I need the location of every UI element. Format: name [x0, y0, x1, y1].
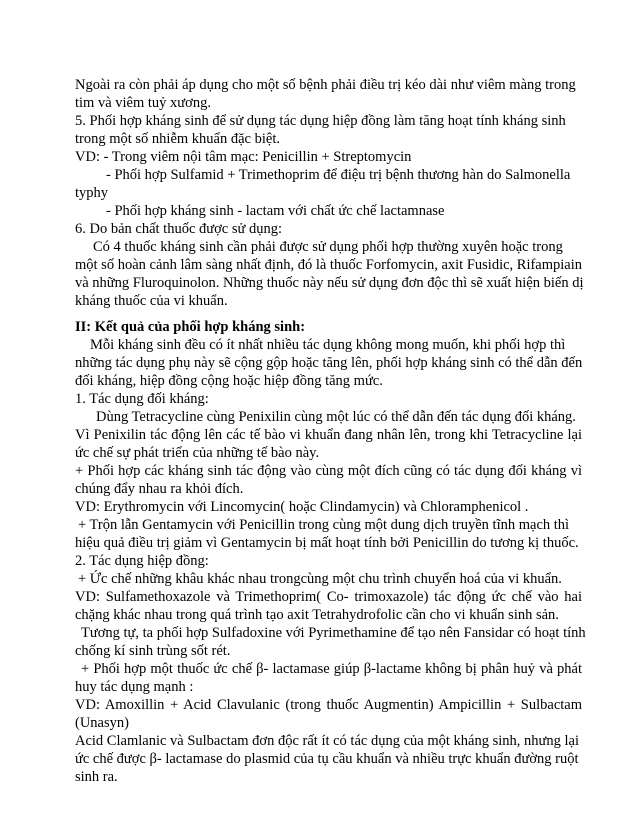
text-line: huy tác dụng mạnh : — [75, 679, 194, 695]
text-line: tim và viêm tuỷ xương. — [75, 95, 211, 111]
text-line: VD: - Trong viêm nội tâm mạc: Penicillin + Streptomycin — [75, 149, 412, 165]
text-line: và những Fluroquinolon. Những thuốc này nếu sử dụng đơn độc thì sẽ xuất hiện biến dị — [75, 275, 584, 291]
text-line: Dùng Tetracycline cùng Penixilin cùng một lúc có thể dẫn đến tác dụng đối kháng. — [96, 409, 576, 425]
text-line: chúng đẩy nhau ra khỏi đích. — [75, 481, 244, 497]
text-line: typhy — [75, 185, 109, 201]
text-line: - Phối hợp kháng sinh - lactam với chất ức chế lactamnase — [106, 203, 445, 219]
text-line: ức chế sự phát triển của những tế bào này. — [75, 445, 320, 461]
text-line: ức chế được β- lactamase do plasmid của tụ cầu khuẩn và nhiều trực khuẩn đường ruột — [75, 751, 579, 767]
text-line: (Unasyn) — [75, 715, 129, 731]
text-line: sinh ra. — [75, 769, 118, 785]
text-line: 6. Do bản chất thuốc được sử dụng: — [75, 221, 283, 237]
text-line: hiệu quả điều trị giảm vì Gentamycin bị mất hoạt tính bởi Penicillin do tương kị thuốc. — [75, 535, 579, 551]
text-line: đối kháng, hiệp đồng cộng hoặc hiệp đồng tăng mức. — [75, 373, 383, 389]
text-line: + Ức chế những khâu khác nhau trongcùng một chu trình chuyển hoá của vi khuẩn. — [78, 571, 562, 587]
text-line: 2. Tác dụng hiệp đồng: — [75, 553, 209, 569]
text-line: Có 4 thuốc kháng sinh cần phải được sử dụng phối hợp thường xuyên hoặc trong — [93, 239, 563, 255]
text-line: Ngoài ra còn phải áp dụng cho một số bệnh phải điều trị kéo dài như viêm màng trong — [75, 77, 576, 93]
text-line: + Phối hợp các kháng sinh tác động vào cùng một đích cũng có tác dụng đối kháng vì — [75, 463, 582, 479]
text-line: chống kí sinh trùng sốt rét. — [75, 643, 231, 659]
text-line: Acid Clamlanic và Sulbactam đơn độc rất ít có tác dụng của một kháng sinh, nhưng lại — [75, 733, 579, 749]
text-line: 1. Tác dụng đối kháng: — [75, 391, 209, 407]
text-line: + Trộn lẫn Gentamycin với Penicillin trong cùng một dung dịch truyền tĩnh mạch thì — [78, 517, 570, 533]
text-line: trong một số nhiễm khuẩn đặc biệt. — [75, 131, 280, 147]
text-line: VD: Sulfamethoxazole và Trimethoprim( Co- trimoxazole) tác động ức chế vào hai — [75, 589, 582, 605]
section-heading: II: Kết quả của phối hợp kháng sinh: — [75, 319, 306, 335]
text-line: những tác dụng phụ này sẽ cộng gộp hoặc tăng lên, phối hợp kháng sinh có thể dẫn đến — [75, 355, 583, 371]
text-line: một số hoàn cảnh lâm sàng nhất định, đó là thuốc Forfomycin, axit Fusidic, Rifampiain — [75, 257, 583, 273]
text-line: kháng thuốc của vi khuẩn. — [75, 293, 228, 309]
text-line: Tương tự, ta phối hợp Sulfadoxine với Pyrimethamine để tạo nên Fansidar có hoạt tính — [81, 625, 586, 641]
text-line: chặng khác nhau trong quá trình tạo axit Tetrahydrofolic cần cho vi khuẩn sinh sản. — [75, 607, 559, 623]
text-line: 5. Phối hợp kháng sinh để sử dụng tác dụng hiệp đồng làm tăng hoạt tính kháng sinh — [75, 113, 566, 129]
text-line: Mỗi kháng sinh đều có ít nhất nhiều tác dụng không mong muốn, khi phối hợp thì — [90, 337, 566, 353]
text-line: - Phối hợp Sulfamid + Trimethoprim để điệu trị bệnh thương hàn do Salmonella — [106, 167, 571, 183]
text-line: Vì Penixilin tác động lên các tế bào vi khuẩn đang nhân lên, trong khi Tetracycline lại — [75, 427, 582, 443]
text-line: VD: Amoxillin + Acid Clavulanic (trong thuốc Augmentin) Ampicillin + Sulbactam — [75, 697, 582, 713]
text-line: + Phối hợp một thuốc ức chế β- lactamase giúp β-lactame không bị phân huỷ và phát — [81, 661, 582, 677]
text-line: VD: Erythromycin với Lincomycin( hoặc Clindamycin) và Chloramphenicol . — [75, 499, 529, 515]
